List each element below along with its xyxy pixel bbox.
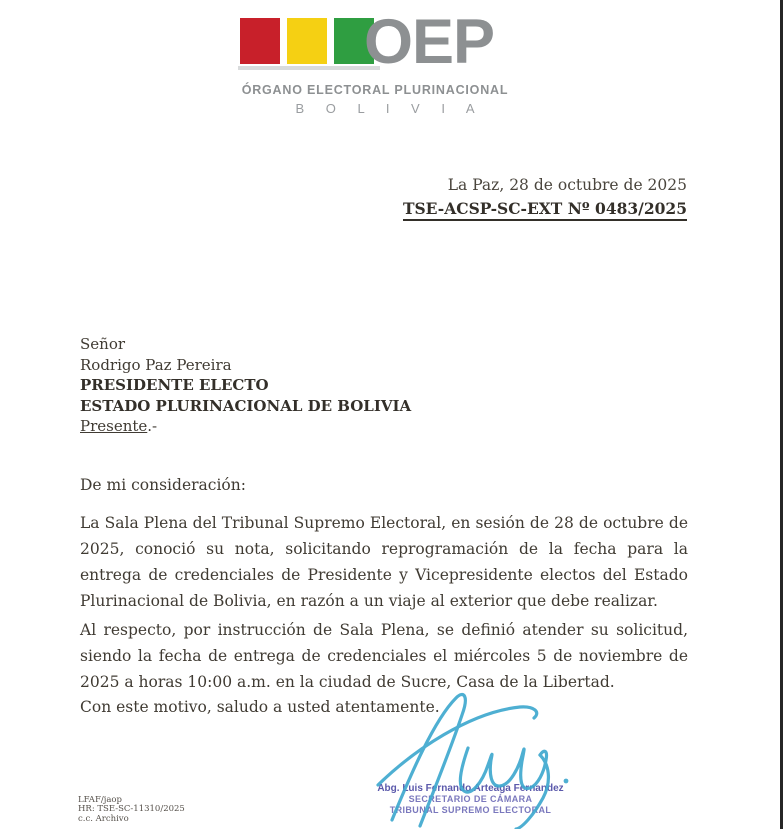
logo-underline-bar — [238, 66, 380, 70]
footer-cc: c.c. Archivo — [78, 813, 129, 824]
logo-square-red — [240, 18, 280, 64]
footer-block — [78, 796, 185, 824]
addressee-presente — [80, 416, 411, 437]
signer-institution: TRIBUNAL SUPREMO ELECTORAL — [389, 805, 552, 815]
footer-hr-number: HR: TSE-SC-11310/2025 — [78, 804, 185, 815]
oep-logo-squares — [240, 18, 374, 64]
addressee-name: Rodrigo Paz Pereira — [80, 355, 232, 374]
reference-number: TSE-ACSP-SC-EXT Nº 0483/2025 — [403, 199, 687, 221]
addressee-block — [80, 334, 411, 437]
paragraph-1: La Sala Plena del Tribunal Supremo Electoral, en sesión de 28 de octubre de 2025, conoció su nota, solicitando reprogramación de la fecha para la entrega de credenciales de Presidente y Vicepresidente electos del Estado Plurinacional de Bolivia, en razón a un viaje al exterior que debe realizar. — [80, 514, 688, 610]
handwritten-signature-icon — [372, 688, 587, 829]
addressee-salutation: Señor — [80, 335, 126, 353]
signer-name: Abg. Luis Fernando Arteaga Fernandez — [377, 783, 564, 794]
addressee-entity: ESTADO PLURINACIONAL DE BOLIVIA — [80, 396, 412, 415]
date-line: La Paz, 28 de octubre de 2025 — [447, 176, 687, 194]
presente-word: Presente — [80, 417, 148, 435]
oep-wordmark: OEP — [364, 7, 495, 77]
country-name: B O L I V I A — [295, 101, 484, 116]
logo-square-yellow — [287, 18, 327, 64]
signer-role: SECRETARIO DE CÁMARA — [408, 794, 533, 804]
org-name: ÓRGANO ELECTORAL PLURINACIONAL — [241, 83, 509, 97]
closing-line: Con este motivo, saludo a usted atentamente. — [80, 698, 440, 716]
presente-suffix: .- — [147, 417, 158, 435]
date-reference-block — [403, 176, 687, 221]
greeting-line: De mi consideración: — [80, 476, 246, 494]
addressee-title: PRESIDENTE ELECTO — [80, 376, 269, 394]
paragraph-2: Al respecto, por instrucción de Sala Plena, se definió atender su solicitud, siendo la fecha de entrega de credenciales el miércoles 5 de noviembre de 2025 a horas 10:00 a.m. en la ciudad de Sucre, Casa de la Libertad. — [80, 621, 688, 691]
footer-initials: LFAF/jaop — [78, 795, 122, 805]
